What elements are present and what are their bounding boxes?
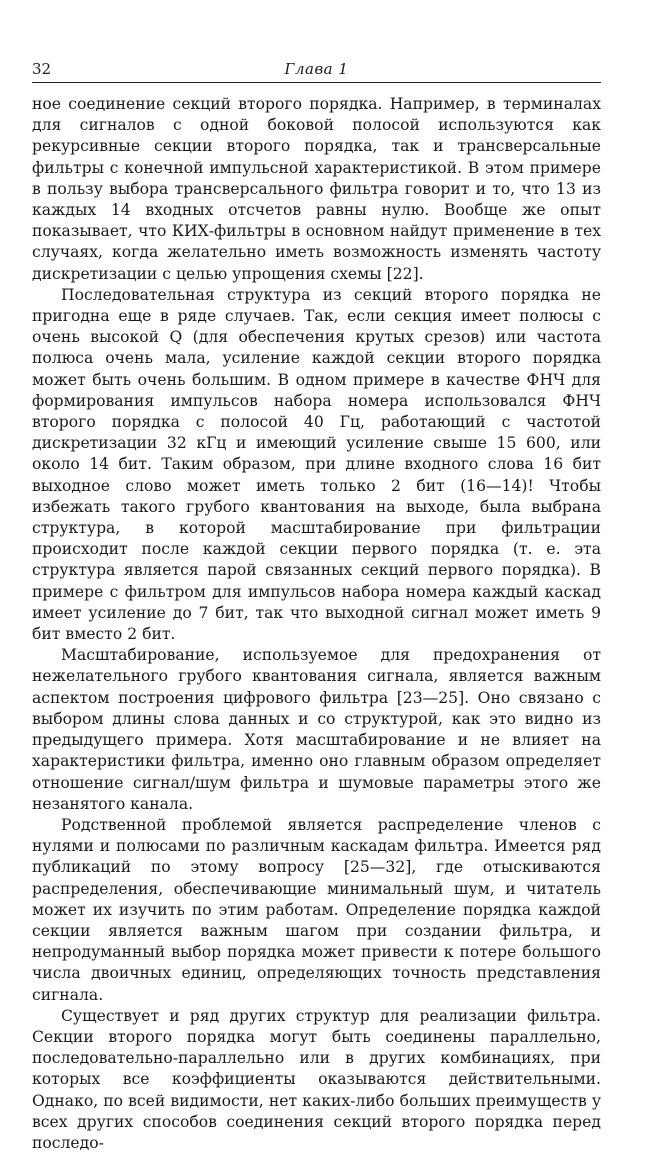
body-text — [32, 94, 601, 1154]
header-rule — [32, 82, 601, 83]
chapter-title: Глава 1 — [284, 60, 349, 78]
paragraph-other-structures: Существует и ряд других структур для реализации фильтра. Секции второго порядка могут быть соединены параллельно, последовательно-параллельно или в других комбинациях, при которых все коэффициенты оказываются действительными. Однако, по всей видимости, нет каких-либо больших преимуществ у всех других способов соединения секций второго порядка перед последо- — [32, 1006, 601, 1152]
paragraph-continuation: ное соединение секций второго порядка. Например, в терминалах для сигналов с одной боковой полосой используются как рекурсивные секции второго порядка, так и трансверсальные фильтры с конечной импульсной характеристикой. В этом примере в пользу выбора трансверсального фильтра говорит и то, что 13 из каждых 14 входных отсчетов равны нулю. Вообще же опыт показывает, что КИХ-фильтры в основном найдут применение в тех случаях, когда желательно иметь возможность изменять частоту дискретизации с целью упрощения схемы [22]. — [32, 95, 601, 283]
paragraph-scaling: Масштабирование, используемое для предохранения от нежелательного грубого квантования сигнала, является важным аспектом построения цифрового фильтра [23—25]. Оно связано с выбором длины слова данных и со структурой, как это видно из предыдущего примера. Хотя масштабирование и не влияет на характеристики фильтра, именно оно главным образом определяет отношение сигнал/шум фильтра и шумовые параметры этого же незанятого канала. — [32, 646, 601, 813]
page-number: 32 — [32, 60, 52, 78]
paragraph-sequential-structure: Последовательная структура из секций второго порядка не пригодна еще в ряде случаев. Так, если секция имеет полюсы с очень высокой Q (для обеспечения крутых срезов) или частота полюса очень мала, усиление каждой секции второго порядка может быть очень большим. В одном примере в качестве ФНЧ для формирования импульсов набора номера использовался ФНЧ второго порядка с полосой 40 Гц, работающий с частотой дискретизации 32 кГц и имеющий усиление свыше 15 600, или около 14 бит. Таким образом, при длине входного слова 16 бит выходное слово может иметь только 2 бит (16—14)! Чтобы избежать такого грубого квантования на выходе, была выбрана структура, в которой масштабирование при фильтрации происходит после каждой секции первого порядка (т. е. эта структура является парой связанных секций первого порядка). В примере с фильтром для импульсов набора номера каждый каскад имеет усиление до 7 бит, так что выходной сигнал может иметь 9 бит вместо 2 бит. — [32, 285, 601, 644]
running-header — [32, 60, 601, 82]
paragraph-pole-zero-distribution: Родственной проблемой является распределение членов с нулями и полюсами по различным каскадам фильтра. Имеется ряд публикаций по этому вопросу [25—32], где отыскиваются распределения, обеспечивающие минимальный шум, и читатель может их изучить по этим работам. Определение порядка каждой секции является важным шагом при создании фильтра, и непродуманный выбор порядка может привести к потере большого числа двоичных единиц, определяющих точность представления сигнала. — [32, 815, 601, 1004]
